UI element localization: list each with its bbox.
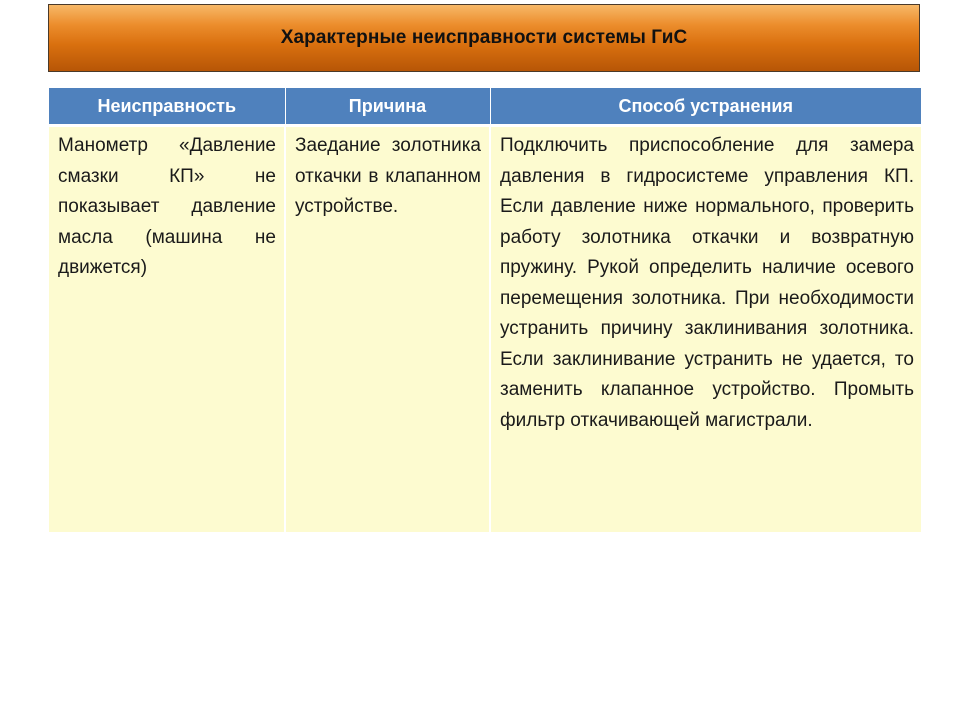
remedy-cell: Подключить приспособление для замера давления в гидросистеме управления КП. Если давление ниже нормального, проверить работу золотника откачки и возвратную пружину. Рукой определить наличие осевого перемещения золотника. При необходимости устранить причину заклинивания золотника. Если заклинивание устранить не удается, то заменить клапанное устройство. Промыть фильтр откачивающей магистрали. (490, 126, 921, 532)
fault-cell: Манометр «Давление смазки КП» не показывает давление масла (машина не движется) (49, 126, 285, 532)
slide-title: Характерные неисправности системы ГиС (280, 27, 688, 48)
header-remedy: Способ устранения (490, 88, 921, 126)
header-cause: Причина (285, 88, 490, 126)
table-header (49, 88, 921, 126)
faults-table (49, 88, 921, 532)
title-banner (48, 4, 920, 72)
table-row (49, 126, 921, 532)
cause-cell: Заедание золотника откачки в клапанном устройстве. (285, 126, 490, 532)
header-row (49, 88, 921, 126)
table-body (49, 126, 921, 532)
header-fault: Неисправность (49, 88, 285, 126)
